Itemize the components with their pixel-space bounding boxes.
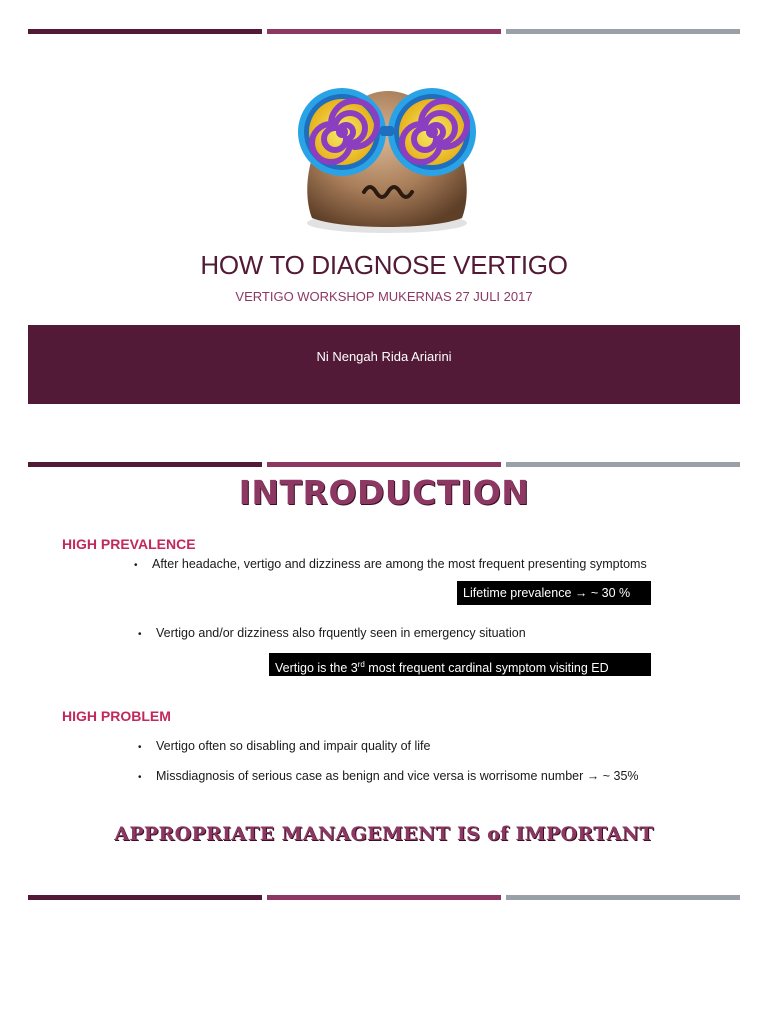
bullet-text: Vertigo and/or dizziness also frquently seen in emergency situation [156, 626, 526, 640]
list-item [134, 557, 647, 571]
bar-mid [267, 462, 501, 467]
presentation-subtitle: VERTIGO WORKSHOP MUKERNAS 27 JULI 2017 [235, 289, 533, 304]
intro-slide-top-bars [28, 462, 740, 467]
bar-dark [28, 462, 262, 467]
bullet-dot-icon: • [138, 772, 142, 783]
bar-dark [28, 895, 262, 900]
highlight-box [457, 581, 651, 605]
bullet-dot-icon: • [138, 629, 142, 640]
highlight-box [269, 653, 651, 676]
intro-title: INTRODUCTION [238, 473, 530, 512]
bar-gray [506, 462, 740, 467]
closing-statement: APPROPRIATE MANAGEMENT IS of IMPORTANT [114, 823, 654, 845]
bar-mid [267, 29, 501, 34]
author-name: Ni Nengah Rida Ariarini [316, 349, 452, 364]
bar-gray [506, 29, 740, 34]
list-item [138, 626, 526, 640]
bar-dark [28, 29, 262, 34]
presentation-title: HOW TO DIAGNOSE VERTIGO [200, 250, 568, 280]
dizzy-blob-emoji-icon [292, 68, 482, 238]
title-slide-top-bars [28, 29, 740, 34]
highlight-text-post: most frequent cardinal symptom visiting ED [364, 661, 609, 676]
section-heading-prevalence: HIGH PREVALENCE [62, 536, 196, 552]
author-band [28, 325, 740, 404]
highlight-text-pre: Vertigo is the 3 [275, 661, 358, 676]
highlight-text: Lifetime prevalence → ~ 30 % [463, 586, 631, 600]
bullet-text: After headache, vertigo and dizziness are among the most frequent presenting symptoms [152, 557, 647, 571]
list-item [138, 769, 639, 783]
bar-gray [506, 895, 740, 900]
bullet-text: Vertigo often so disabling and impair quality of life [156, 739, 431, 753]
bullet-dot-icon: • [134, 560, 138, 571]
highlight-text-sup: rd [357, 660, 365, 669]
intro-slide-bottom-bars [28, 895, 740, 900]
bar-mid [267, 895, 501, 900]
bullet-text: Missdiagnosis of serious case as benign and vice versa is worrisome number → ~ 35% [156, 769, 639, 783]
section-heading-problem: HIGH PROBLEM [62, 708, 171, 724]
list-item [138, 739, 430, 753]
bullet-dot-icon: • [138, 742, 142, 753]
